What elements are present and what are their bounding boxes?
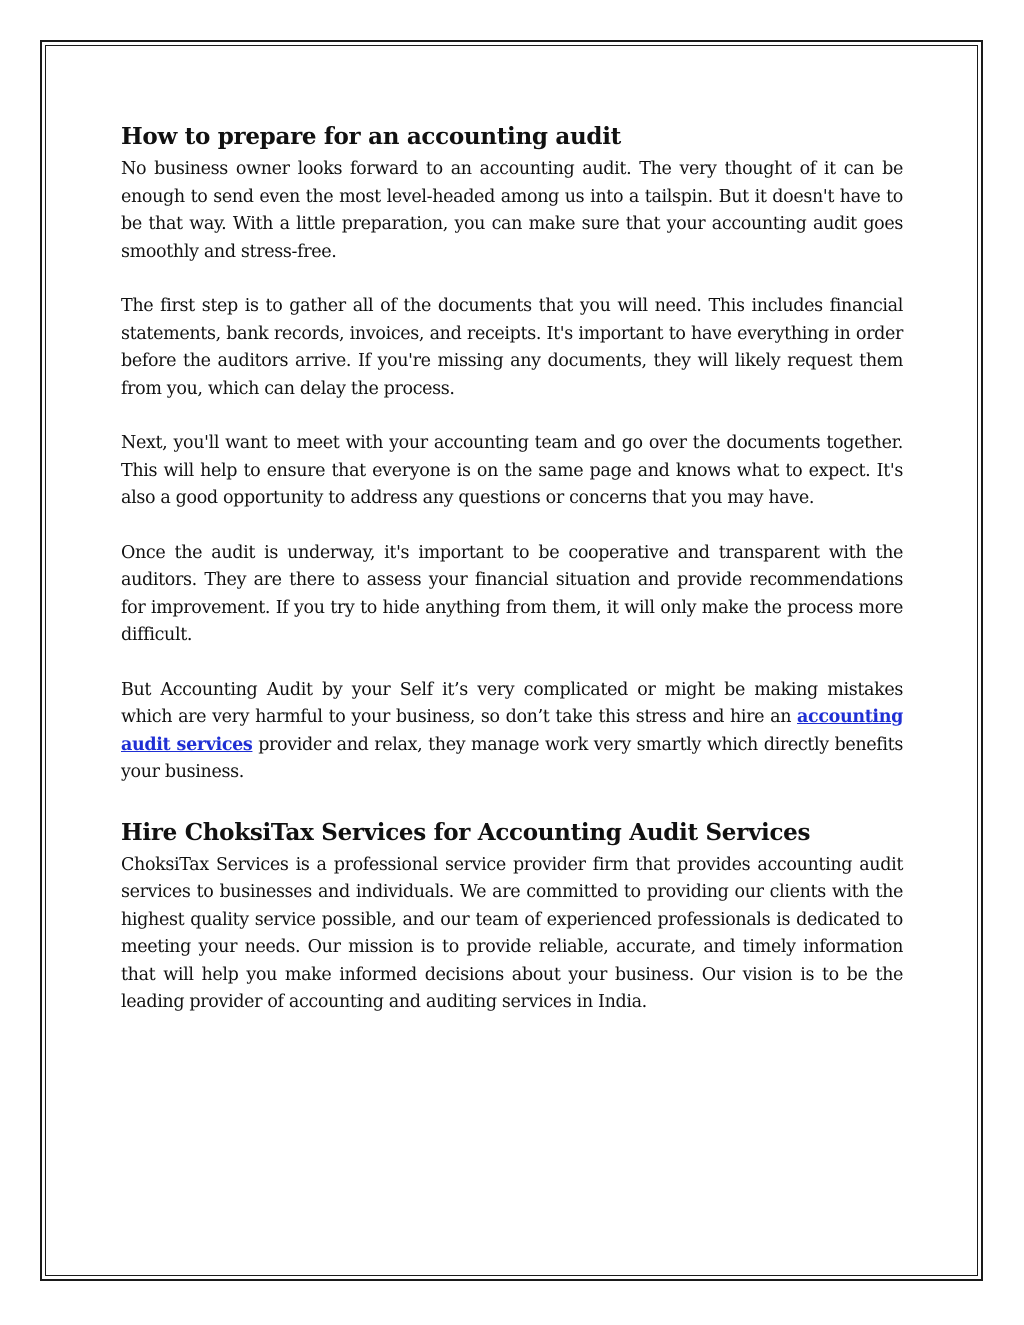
paragraph-choksitax-about: ChoksiTax Services is a professional service provider firm that provides accounting audit services to businesses and individuals. We are committed to providing our clients with the highest quality service possible, and our team of experienced professionals is dedicated to meeting your needs. Our mission is to provide reliable, accurate, and timely information that will help you make informed decisions about your business. Our vision is to be the leading provider of accounting and auditing services in India. <box>121 854 903 1012</box>
paragraph-meet-team: Next, you'll want to meet with your accounting team and go over the documents together. This will help to ensure that everyone is on the same page and knows what to expect. It's also a good opportunity to address any questions or concerns that you may have. <box>121 433 903 508</box>
section-heading-hire-choksitax: Hire ChoksiTax Services for Accounting Audit Services <box>121 818 811 846</box>
paragraph-hire-provider-after: provider and relax, they manage work very smartly which directly benefits your business. <box>121 734 903 782</box>
accounting-audit-services-link[interactable]: accounting audit services <box>121 707 903 755</box>
document-body <box>121 118 903 1044</box>
paragraph-intro: No business owner looks forward to an accounting audit. The very thought of it can be enough to send even the most level-headed among us into a tailspin. But it doesn't have to be that way. With a little preparation, you can make sure that your accounting audit goes smoothly and stress-free. <box>121 159 903 262</box>
paragraph-hire-provider-before: But Accounting Audit by your Self it’s very complicated or might be making mistakes which are very harmful to your business, so don’t take this stress and hire an <box>121 679 903 727</box>
paragraph-gather-documents: The first step is to gather all of the documents that you will need. This includes financial statements, bank records, invoices, and receipts. It's important to have everything in order before the auditors arrive. If you're missing any documents, they will likely request them from you, which can delay the process. <box>121 296 903 399</box>
paragraph-hire-provider <box>121 677 903 787</box>
section-heading-prepare-audit: How to prepare for an accounting audit <box>121 123 621 150</box>
paragraph-cooperate: Once the audit is underway, it's important to be cooperative and transparent with the auditors. They are there to assess your financial situation and provide recommendations for improvement. If you try to hide anything from them, it will only make the process more difficult. <box>121 542 903 645</box>
